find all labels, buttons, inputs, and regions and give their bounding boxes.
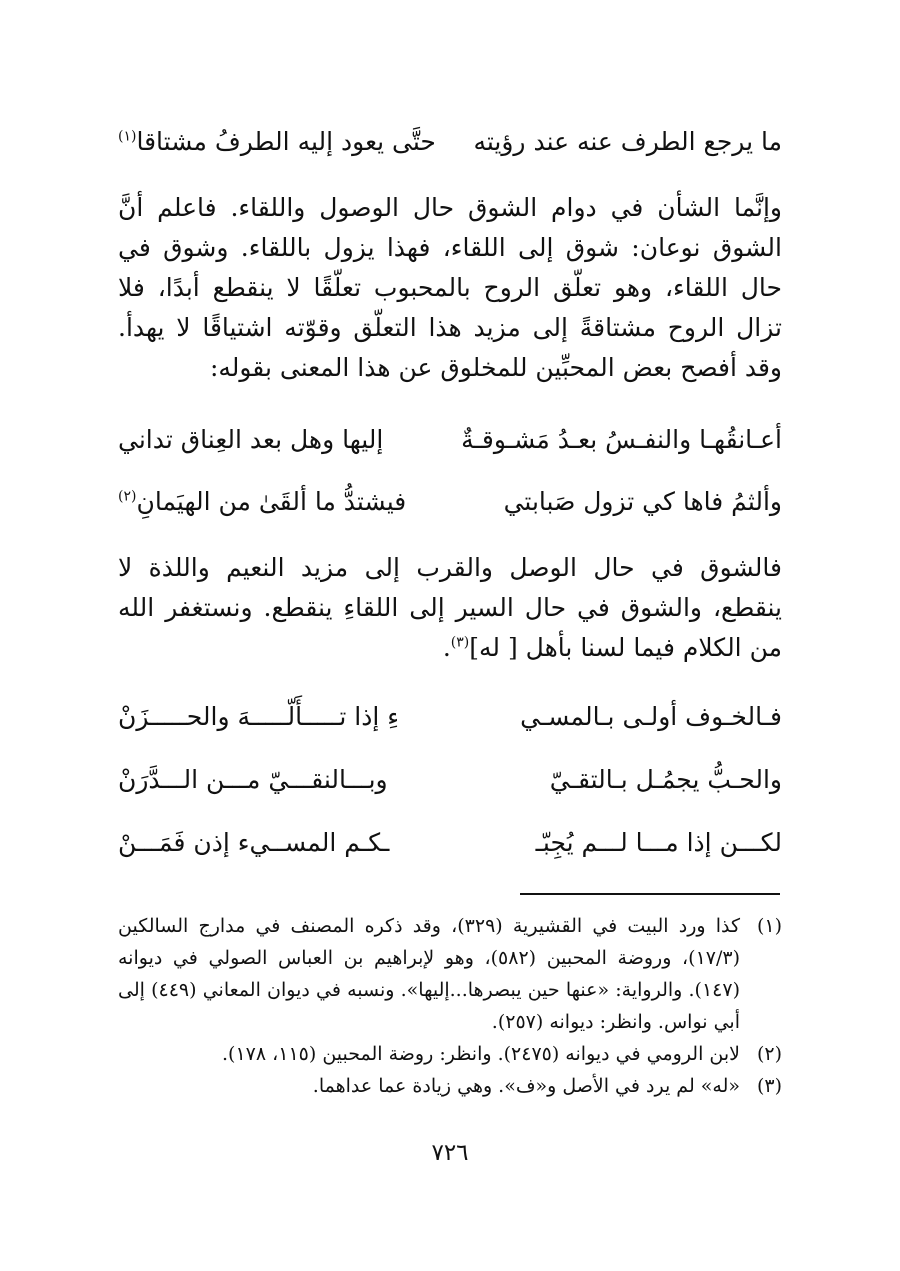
- verse-3-second-hemistich: فيشتدُّ ما ألقَىٰ من الهيَمانِ$^{(٢)}$: [118, 487, 407, 516]
- verse-line-5: [118, 760, 782, 800]
- verse-line-1: [118, 122, 782, 162]
- page-number: ٧٢٦: [431, 1140, 469, 1166]
- verse-1-second-hemistich: حتَّى يعود إليه الطرفُ مشتاقا$^{(١)}$: [118, 127, 436, 156]
- footnote-2: [118, 1038, 782, 1070]
- verse-line-6: [118, 823, 782, 863]
- footnote-ref-1[interactable]: (١): [118, 128, 137, 145]
- verse-6-first-hemistich: لكـــن إذا مـــا لـــم يُجِبّـ: [535, 828, 782, 857]
- footnote-1: [118, 910, 782, 1038]
- footnote-2-number: (٢): [756, 1043, 782, 1065]
- footnote-3-text: «له» لم يرد في الأصل و«ف». وهي زيادة عما عداهما.: [312, 1075, 740, 1097]
- footnotes: [118, 910, 782, 1102]
- paragraph-1-text: وإنَّما الشأن في دوام الشوق حال الوصول واللقاء. فاعلم أنَّ الشوق نوعان: شوق إلى اللقاء، فهذا يزول باللقاء. وشوق في حال اللقاء، وهو تعلّق الروح بالمحبوب تعلّقًا لا ينقطع أبدًا، فلا تزال الروح مشتاقةً إلى مزيد هذا التعلّق وقوّته اشتياقًا لا يهدأ. وقد أفصح بعض المحبِّين للمخلوق عن هذا المعنى بقوله:: [118, 193, 782, 382]
- verse-5-second-hemistich: وبـــالنقـــيّ مـــن الـــدَّرَنْ: [118, 765, 388, 794]
- verse-5-first-hemistich: والحـبُّ يجمُـل بـالتقـيّ: [549, 765, 782, 794]
- verse-line-4: [118, 697, 782, 737]
- verse-2-second-hemistich: إليها وهل بعد العِناق تداني: [118, 425, 384, 454]
- verse-4-second-hemistich: ءِ إذا تـــــأَلّـــــهَ والحـــــزَنْ: [118, 702, 400, 731]
- footnote-1-number: (١): [756, 915, 782, 937]
- footnote-ref-3[interactable]: (٣): [450, 634, 470, 651]
- footnote-2-text: لابن الرومي في ديوانه (٢٤٧٥). وانظر: روضة المحبين (١١٥، ١٧٨).: [222, 1043, 740, 1065]
- verse-line-3: [118, 482, 782, 522]
- footnote-separator: [520, 893, 780, 895]
- footnote-ref-2[interactable]: (٢): [118, 488, 137, 505]
- footnote-3-number: (٣): [756, 1075, 782, 1097]
- paragraph-2: [118, 548, 782, 668]
- verse-1-first-hemistich: ما يرجع الطرف عنه عند رؤيته: [473, 127, 782, 156]
- verse-line-2: [118, 420, 782, 460]
- footnote-1-text: كذا ورد البيت في القشيرية (٣٢٩)، وقد ذكره المصنف في مدارج السالكين (١٧/٣)، وروضة المحبين (٥٨٢)، وهو لإبراهيم بن العباس الصولي في ديوانه (١٤٧). والرواية: «عنها حين يبصرها...إليها». ونسبه في ديوان المعاني (٤٤٩) إلى أبي نواس. وانظر: ديوانه (٢٥٧).: [118, 915, 741, 1033]
- paragraph-1: [118, 188, 782, 388]
- verse-2-first-hemistich: أعـانقُهـا والنفـسُ بعـدُ مَشـوقـةٌ: [461, 425, 782, 454]
- verse-3-first-hemistich: وألثمُ فاها كي تزول صَبابتي: [503, 487, 782, 516]
- verse-6-second-hemistich: ـكـم المســيء إذن فَمَـــنْ: [118, 828, 390, 857]
- verse-4-first-hemistich: فـالخـوف أولـى بـالمسـي: [520, 702, 782, 731]
- paragraph-2-text: فالشوق في حال الوصل والقرب إلى مزيد النعيم واللذة لا ينقطع، والشوق في حال السير إلى اللقاءِ ينقطع. ونستغفر الله من الكلام فيما لسنا بأهل [ له]$^{(٣)}$.: [118, 553, 782, 662]
- footnote-3: [118, 1070, 782, 1102]
